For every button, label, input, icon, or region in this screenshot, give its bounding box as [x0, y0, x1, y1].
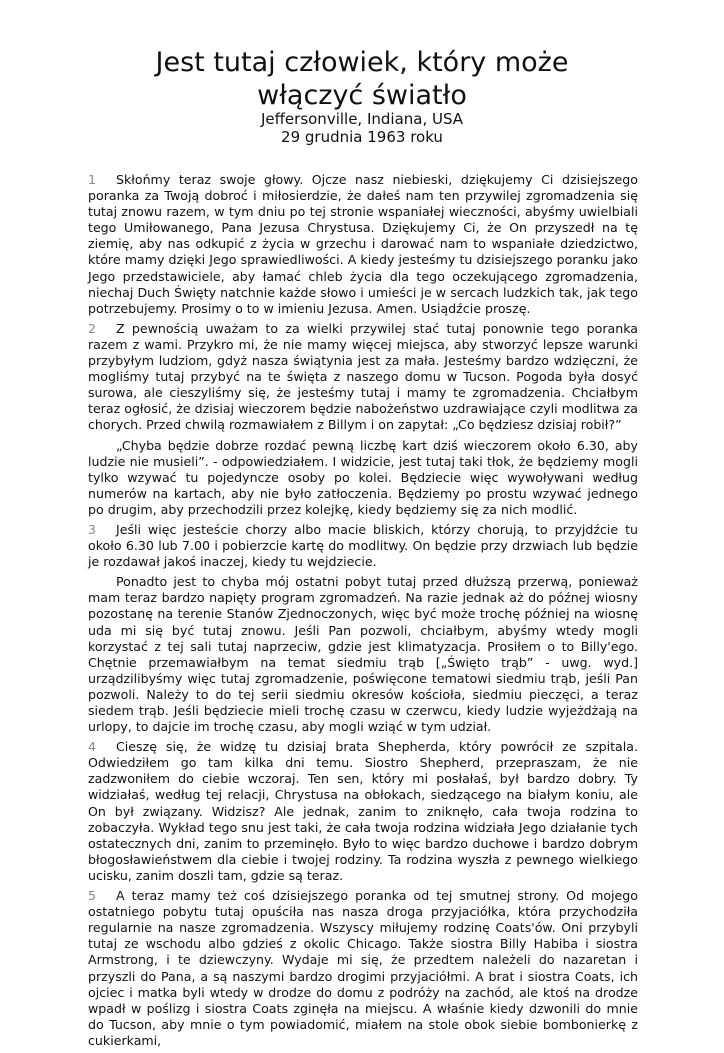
paragraph-line: Skłońmy teraz swoje głowy. Ojcze nasz niebieski, dziękujemy Ci dzisiejszego poranka za Twoją dobroć i miłosierdzie, że dałeś nam ten przywilej zgromadzenia się tutaj znowu razem, w tym dniu po tej stronie wspaniałej wieczności, abyśmy uwielbiali tego Umiłowanego, Pana Jezusa Chrystusa. Dziękujemy Ci, że On przyszedł na tę ziemię, aby nas odkupić z życia w grzechu i darować nam to wspaniałe dziedzictwo, które mamy dzięki Jego sprawiedliwości. A kiedy jesteśmy tu dzisiejszego poranku jako Jego przedstawiciele, aby łamać chleb życia dla tego oczekującego zgromadzenia, niechaj Duch Święty natchnie każde słowo i umieści je w sercach ludzkich tak, jak tego potrzebujemy. Prosimy o to w imieniu Jezusa. Amen. Usiądźcie proszę.	[88, 172, 638, 316]
sermon-meta	[0, 110, 724, 146]
sermon-location: Jeffersonville, Indiana, USA	[260, 110, 464, 128]
paragraph-4	[88, 739, 638, 884]
paragraph-text	[88, 522, 638, 570]
paragraph-text	[88, 321, 638, 434]
paragraph-text	[88, 739, 638, 884]
paragraph-number: 1	[88, 172, 97, 187]
paragraph-number: 2	[88, 320, 97, 336]
paragraph-1	[88, 172, 638, 317]
paragraph-line: Jeśli więc jesteście chorzy albo macie bliskich, którzy chorują, to przyjdźcie tu około 6.30 lub 7.00 i pobierzcie kartę do modlitwy. On będzie przy drzwiach lub będzie je rozdawał jakoś inaczej, kiedy tu wejdziecie.	[88, 521, 638, 570]
paragraph-text: „Chyba będzie dobrze rozdać pewną liczbę kart dziś wieczorem około 6.30, aby ludzie nie musieli”. - odpowiedziałem. I widzicie, jest tutaj taki tłok, że będziemy mogli tylko wzywać tu pojedyncze osoby po kolei. Będziecie więc wywoływani według numerów na kartach, aby nie było zatłoczenia. Będziemy po prostu wzywać jednego po drugim, aby przechodzili przez kolejkę, kiedy będziemy się za nich modlić.	[88, 437, 638, 517]
paragraph-number: 4	[88, 739, 97, 755]
paragraph-line: Cieszę się, że widzę tu dzisiaj brata Shepherda, który powrócił ze szpitala. Odwiedziłem go tam kilka dni temu. Siostro Shepherd, przepraszam, że nie zadzwoniłem do ciebie wczoraj. Ten sen, który mi posłałaś, był bardzo dobry. Ty widziałaś, według tej relacji, Chrystusa na obłokach, siedzącego na białym koniu, ale On był związany. Widzisz? Ale jednak, zanim to zniknęło, cała twoja rodzina to zobaczyła. Wykład tego snu jest taki, że cała twoja rodzina widziała Jego działanie tych ostatecznych dni, zanim to przeminęło. Było to więc bardzo duchowe i bardzo dobrym błogosławieństwem dla ciebie i twojej rodziny. Ta rodzina wyszła z pewnego wielkiego ucisku, zanim doszli tam, gdzie są teraz.	[88, 739, 638, 883]
page-title	[0, 46, 724, 112]
paragraph-text	[88, 888, 638, 1049]
paragraph-number: 3	[88, 521, 97, 537]
sermon-date: 29 grudnia 1963 roku	[281, 128, 443, 146]
paragraph-number: 5	[88, 888, 97, 904]
paragraph-line: A teraz mamy też coś dzisiejszego poranka od tej smutnej strony. Od mojego ostatniego pobytu tutaj opuściła nas nasza droga przyjaciółka, która przychodziła regularnie na nasze zgromadzenia. Wszyscy miłujemy rodzinę Coats'ów. Oni przybyli tutaj ze wschodu albo gdzieś z okolic Chicago. Także siostra Billy Habiba i siostra Armstrong, i te dziewczyny. Wydaje mi się, że przedtem należeli do nazaretan i przyszli do Pana, a są naszymi bardzo drogimi przyjaciółmi. A brat i siostra Coats, ich ojciec i matka byli wtedy w drodze do domu z podróży na zachód, ale ktoś na drodze wpadł w poślizg i siostra Coats zginęła na miejscu. A właśnie kiedy dzwonili do mnie do Tucson, aby mnie o tym powiadomić, miałem na stole obok siebie bombonierkę z cukierkami,	[88, 888, 638, 1048]
paragraph-line: Z pewnością uważam to za wielki przywilej stać tutaj ponownie tego poranka razem z wami. Przykro mi, że nie mamy więcej miejsca, aby stworzyć lepsze warunki przybyłym ludziom, gdyż nasza świątynia jest za mała. Jesteśmy bardzo wdzięczni, że mogliśmy tutaj przybyć na te święta z naszego domu w Tucson. Pogoda była dosyć surowa, ale cieszyliśmy się, że jesteśmy tutaj i mamy te zgromadzenia. Chciałbym teraz ogłosić, że dzisiaj wieczorem będzie nabożeństwo uzdrawiające czyli modlitwa za chorych. Przed chwilą rozmawiałem z Billym i on zapytał: „Co będziesz dzisiaj robił?”	[88, 320, 638, 433]
paragraph-3	[88, 522, 638, 735]
sermon-body	[88, 172, 638, 1053]
paragraph-text	[88, 172, 638, 317]
paragraph-5	[88, 888, 638, 1049]
paragraph-text: Ponadto jest to chyba mój ostatni pobyt tutaj przed dłuższą przerwą, ponieważ mam teraz bardzo napięty program zgromadzeń. Na razie jednak aż do późnej wiosny pozostanę na terenie Stanów Zjednoczonych, więc być może trochę później na wiosnę uda mi się być tutaj znowu. Jeśli Pan pozwoli, chciałbym, abyśmy wtedy mogli korzystać z tej sali tutaj naprzeciw, gdzie jest klimatyzacja. Prosiłem o to Billy'ego. Chętnie przemawiałbym na temat siedmiu trąb [„Święto trąb” - uwg. wyd.] urządzilibyśmy więc tutaj zgromadzenie, poświęcone tematowi siedmiu trąb, jeśli Pan pozwoli. Należy to do tej serii siedmiu okresów kościoła, siedmiu pieczęci, a teraz siedem trąb. Jeśli będziecie mieli trochę czasu w czerwcu, kiedy ludzie wyjeżdżają na urlopy, to dajcie im trochę czasu, aby mogli wziąć w tym udział.	[88, 574, 638, 735]
title-line-2: włączyć światło	[257, 80, 467, 111]
title-line-1: Jest tutaj człowiek, który może	[155, 47, 569, 78]
paragraph-2	[88, 321, 638, 518]
